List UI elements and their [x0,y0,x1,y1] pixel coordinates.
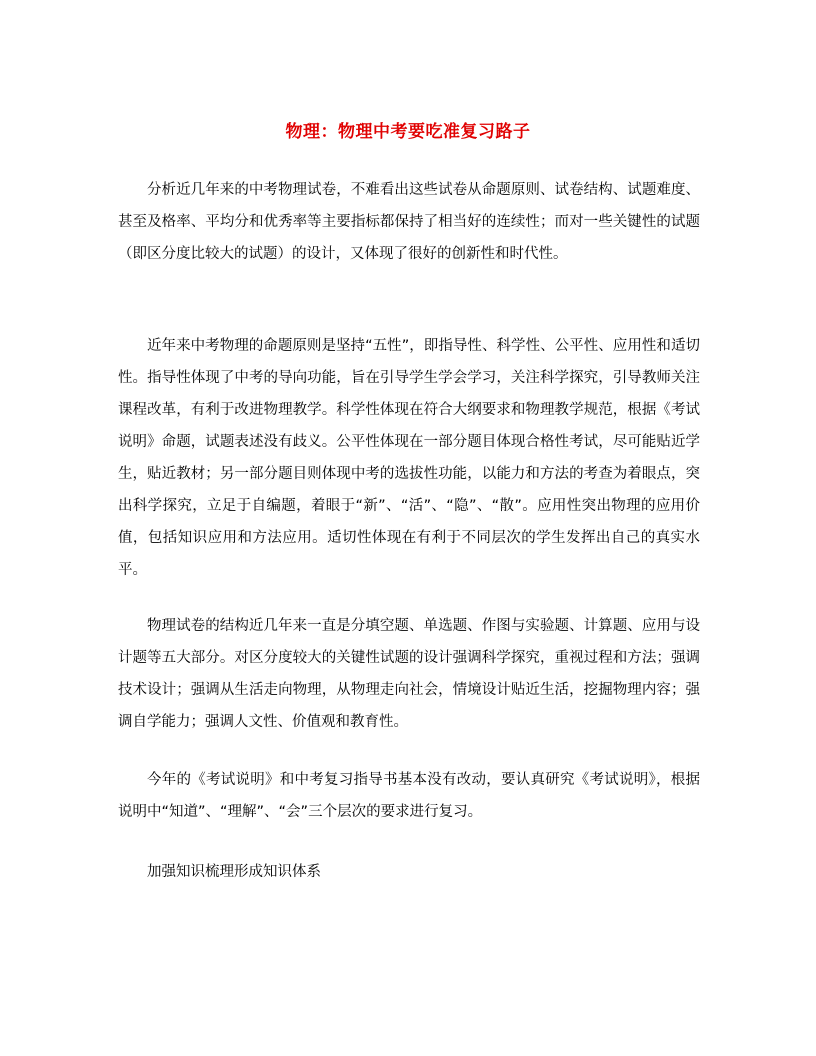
body-paragraph: 近年来中考物理的命题原则是坚持“五性”，即指导性、科学性、公平性、应用性和适切性。指导性体现了中考的导向功能，旨在引导学生学会学习，关注科学探究，引导教师关注课程改革，有利于改进物理教学。科学性体现在符合大纲要求和物理教学规范，根据《考试说明》命题，试题表述没有歧义。公平性体现在一部分题目体现合格性考试，尽可能贴近学生，贴近教材；另一部分题目则体现中考的选拔性功能，以能力和方法的考查为着眼点，突出科学探究，立足于自编题，着眼于“新”、“活”、“隐”、“散”。应用性突出物理的应用价值，包括知识应用和方法应用。适切性体现在有利于不同层次的学生发挥出自己的真实水平。 [118,338,700,578]
section-heading-paragraph: 加强知识梳理形成知识体系 [147,864,321,880]
body-paragraph: 物理试卷的结构近几年来一直是分填空题、单选题、作图与实验题、计算题、应用与设计题等五大部分。对区分度较大的关键性试题的设计强调科学探究，重视过程和方法；强调技术设计；强调从生活走向物理，从物理走向社会，情境设计贴近生活，挖掘物理内容；强调自学能力；强调人文性、价值观和教育性。 [118,618,700,730]
page-title: 物理：物理中考要吃准复习路子 [285,122,531,143]
body-paragraph: 分析近几年来的中考物理试卷，不难看出这些试卷从命题原则、试卷结构、试题难度、甚至及格率、平均分和优秀率等主要指标都保持了相当好的连续性；而对一些关键性的试题（即区分度比较大的试题）的设计，又体现了很好的创新性和时代性。 [118,182,700,262]
body-paragraph: 今年的《考试说明》和中考复习指导书基本没有改动，要认真研究《考试说明》，根据说明中“知道”、“理解”、“会”三个层次的要求进行复习。 [118,772,700,820]
